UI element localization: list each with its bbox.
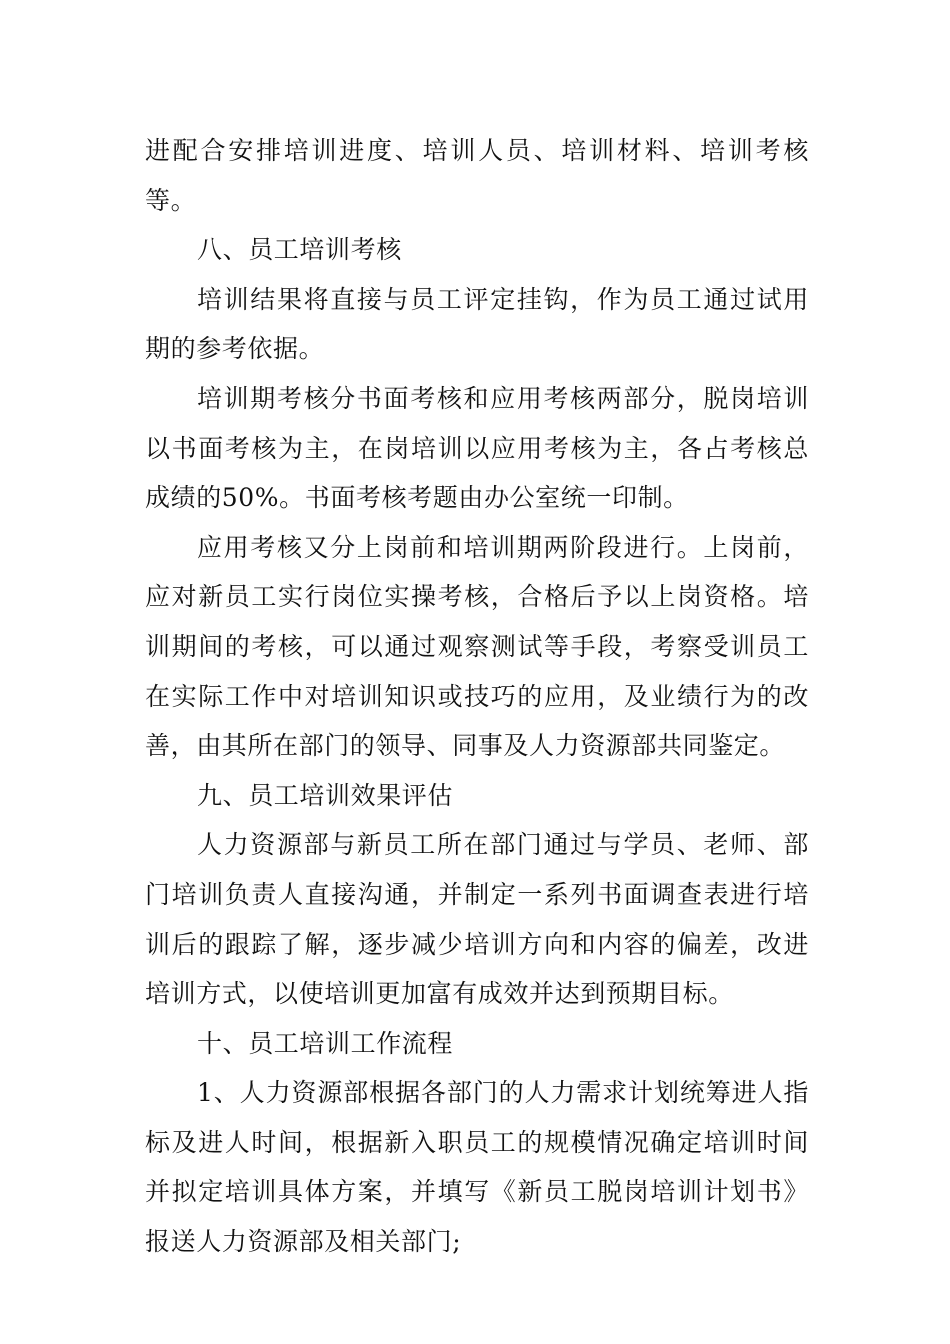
document-body [145,126,809,1267]
paragraph-continuation: 进配合安排培训进度、培训人员、培训材料、培训考核等。 [145,136,809,215]
paragraph-effect-evaluation: 人力资源部与新员工所在部门通过与学员、老师、部门培训负责人直接沟通，并制定一系列书面调查表进行培训后的跟踪了解，逐步减少培训方向和内容的偏差，改进培训方式，以使培训更加富有成效并达到预期目标。 [145,830,809,1009]
paragraph-training-results: 培训结果将直接与员工评定挂钩，作为员工通过试用期的参考依据。 [145,284,809,364]
paragraph-workflow-step-1: 1、人力资源部根据各部门的人力需求计划统筹进人指标及进人时间，根据新入职员工的规模情况确定培训时间并拟定培训具体方案，并填写《新员工脱岗培训计划书》报送人力资源部及相关部门; [145,1078,809,1257]
paragraph-exam-structure: 培训期考核分书面考核和应用考核两部分，脱岗培训以书面考核为主，在岗培训以应用考核为主，各占考核总成绩的50%。书面考核考题由办公室统一印制。 [145,383,809,513]
section-heading-8: 八、员工培训考核 [197,235,402,265]
section-heading-10: 十、员工培训工作流程 [197,1028,454,1058]
section-heading-9: 九、员工培训效果评估 [197,780,454,810]
paragraph-application-exam: 应用考核又分上岗前和培训期两阶段进行。上岗前，应对新员工实行岗位实操考核，合格后予以上岗资格。培训期间的考核，可以通过观察测试等手段，考察受训员工在实际工作中对培训知识或技巧的应用，及业绩行为的改善，由其所在部门的领导、同事及人力资源部共同鉴定。 [145,532,809,761]
